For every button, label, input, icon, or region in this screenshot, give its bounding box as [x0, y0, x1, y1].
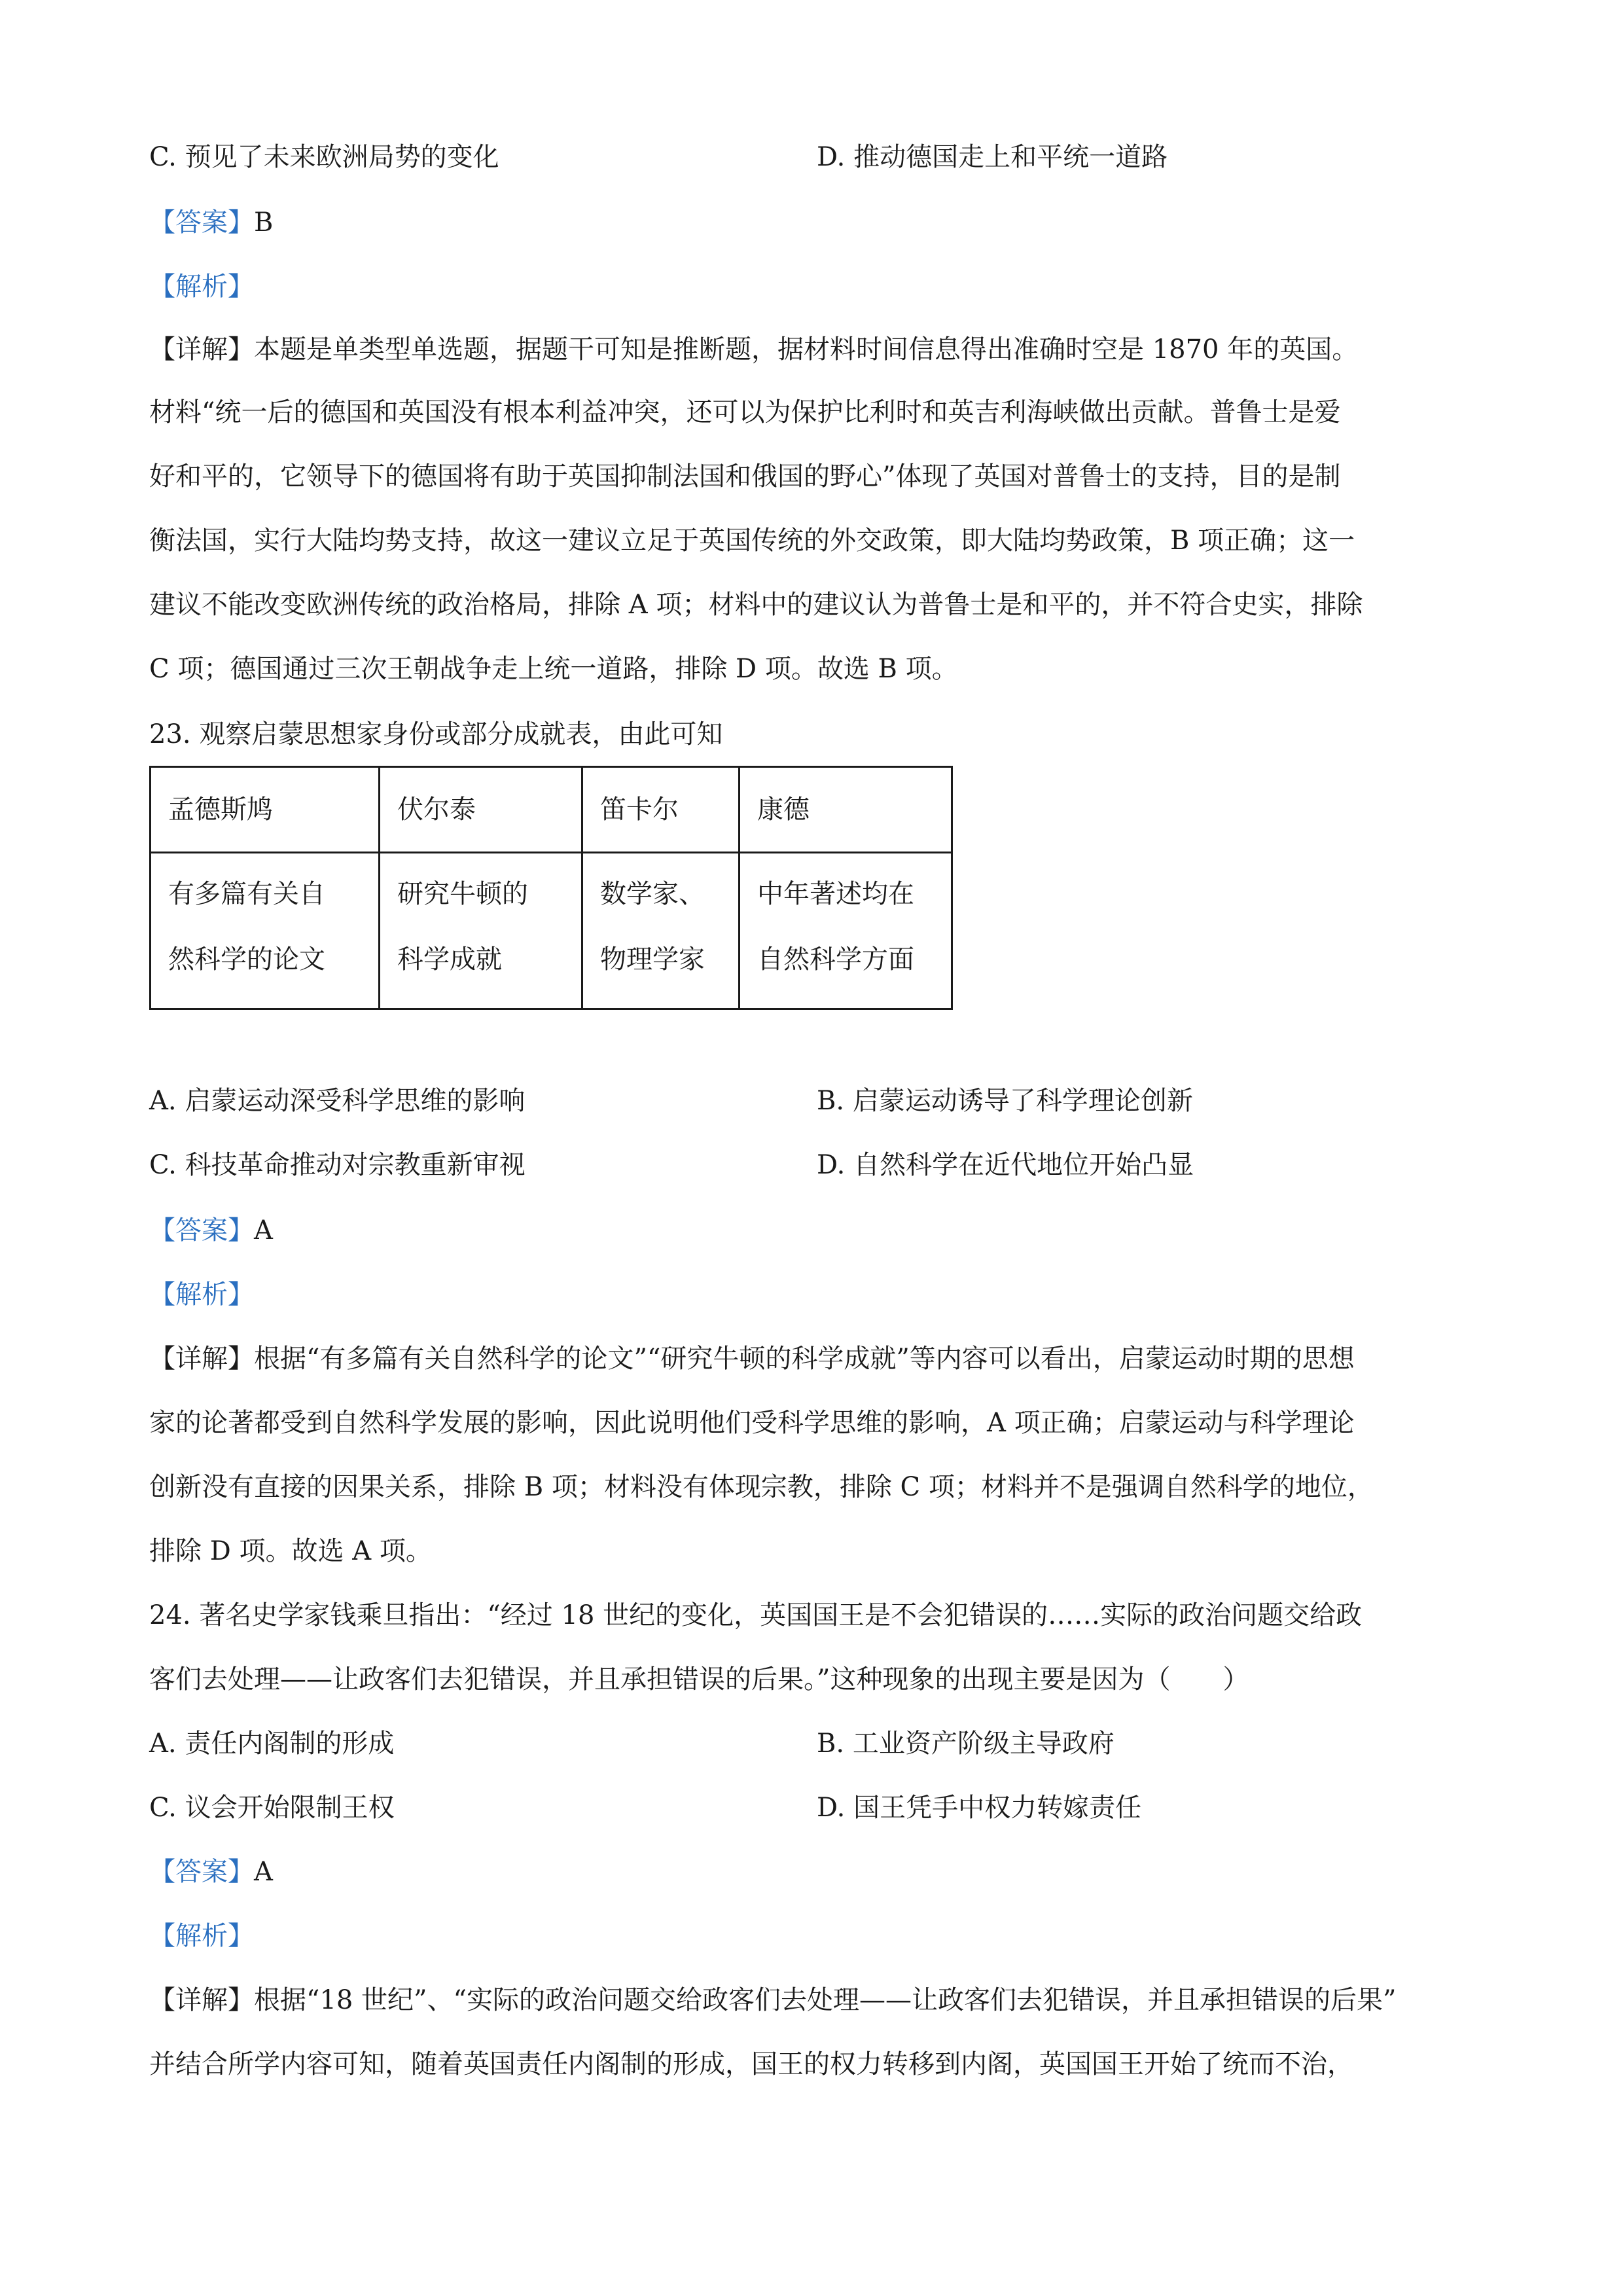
q22-detail-line-1 — [149, 331, 1358, 368]
table-header-row — [151, 767, 952, 853]
cell-line: 自然科学方面 — [757, 944, 914, 975]
answer-tag: 【答案】 — [149, 207, 254, 238]
detail-text: 根据“有多篇有关自然科学的论文”“研究牛顿的科学成就”等内容可以看出，启蒙运动时期的思想 — [254, 1344, 1355, 1374]
answer-value: A — [254, 1215, 273, 1246]
q22-option-d: D. 推动德国走上和平统一道路 — [817, 142, 1168, 172]
q24-answer — [149, 1854, 273, 1890]
q23-detail-line-4: 排除 D 项。故选 A 项。 — [149, 1536, 432, 1566]
q23-detail-line-2: 家的论著都受到自然科学发展的影响，因此说明他们受科学思维的影响，A 项正确；启蒙运动与科学理论 — [149, 1408, 1355, 1438]
q22-detail-line-3: 好和平的，它领导下的德国将有助于英国抑制法国和俄国的野心”体现了英国对普鲁士的支持，目的是制 — [149, 461, 1341, 492]
q23-stem: 23. 观察启蒙思想家身份或部分成就表，由此可知 — [149, 719, 723, 749]
detail-tag: 【详解】 — [149, 334, 254, 365]
q22-answer — [149, 204, 273, 241]
cell-line: 研究牛顿的 — [397, 879, 528, 909]
table-header-cell: 康德 — [740, 767, 952, 853]
q24-analysis-tag: 【解析】 — [149, 1921, 254, 1951]
q23-option-b: B. 启蒙运动诱导了科学理论创新 — [817, 1086, 1193, 1116]
q24-option-b: B. 工业资产阶级主导政府 — [817, 1729, 1115, 1759]
cell-line: 物理学家 — [600, 944, 705, 975]
answer-value: B — [254, 207, 274, 238]
q24-detail-line-2: 并结合所学内容可知，随着英国责任内阁制的形成，国王的权力转移到内阁，英国国王开始了统而不治， — [149, 2049, 1353, 2079]
q24-stem-line-1: 24. 著名史学家钱乘旦指出：“经过 18 世纪的变化，英国国王是不会犯错误的……实际的政治问题交给政 — [149, 1600, 1363, 1630]
q24-option-a: A. 责任内阁制的形成 — [149, 1729, 395, 1759]
cell-line: 中年著述均在 — [757, 879, 914, 909]
q23-option-a: A. 启蒙运动深受科学思维的影响 — [149, 1086, 526, 1116]
table-cell — [740, 853, 952, 1009]
detail-tag: 【详解】 — [149, 1985, 254, 2015]
table-cell — [380, 853, 582, 1009]
cell-line: 有多篇有关自 — [168, 879, 325, 909]
q24-detail-line-1 — [149, 1982, 1396, 2018]
q23-answer — [149, 1212, 273, 1249]
q24-stem-line-2: 客们去处理——让政客们去犯错误，并且承担错误的后果。”这种现象的出现主要是因为（ ） — [149, 1664, 1249, 1695]
answer-value: A — [254, 1857, 273, 1887]
enlightenment-table — [149, 766, 953, 1010]
detail-tag: 【详解】 — [149, 1344, 254, 1374]
q23-detail-line-1 — [149, 1340, 1355, 1377]
q23-option-c: C. 科技革命推动对宗教重新审视 — [149, 1150, 526, 1180]
table-header-cell: 伏尔泰 — [380, 767, 582, 853]
q22-detail-line-5: 建议不能改变欧洲传统的政治格局，排除 A 项；材料中的建议认为普鲁士是和平的，并不符合史实，排除 — [149, 590, 1363, 620]
answer-tag: 【答案】 — [149, 1215, 254, 1246]
q22-detail-line-4: 衡法国，实行大陆均势支持，故这一建议立足于英国传统的外交政策，即大陆均势政策，B 项正确；这一 — [149, 526, 1355, 556]
table-cell — [151, 853, 380, 1009]
answer-tag: 【答案】 — [149, 1857, 254, 1887]
q22-option-c: C. 预见了未来欧洲局势的变化 — [149, 142, 499, 172]
cell-line: 数学家、 — [600, 879, 705, 909]
q23-detail-line-3: 创新没有直接的因果关系，排除 B 项；材料没有体现宗教，排除 C 项；材料并不是强调自然科学的地位， — [149, 1472, 1374, 1502]
table-header-cell: 笛卡尔 — [582, 767, 740, 853]
q24-option-c: C. 议会开始限制王权 — [149, 1793, 395, 1823]
cell-line: 科学成就 — [397, 944, 502, 975]
detail-text: 根据“18 世纪”、“实际的政治问题交给政客们去处理——让政客们去犯错误，并且承担错误的后果” — [254, 1985, 1397, 2015]
q22-analysis-tag: 【解析】 — [149, 272, 254, 302]
q22-detail-line-6: C 项；德国通过三次王朝战争走上统一道路，排除 D 项。故选 B 项。 — [149, 654, 958, 684]
table-cell — [582, 853, 740, 1009]
detail-text: 本题是单类型单选题，据题干可知是推断题，据材料时间信息得出准确时空是 1870 年的英国。 — [254, 334, 1359, 365]
table-header-cell: 孟德斯鸠 — [151, 767, 380, 853]
q24-option-d: D. 国王凭手中权力转嫁责任 — [817, 1793, 1142, 1823]
cell-line: 然科学的论文 — [168, 944, 325, 975]
q22-detail-line-2: 材料“统一后的德国和英国没有根本利益冲突，还可以为保护比利时和英吉利海峡做出贡献。普鲁士是爱 — [149, 397, 1341, 427]
q23-option-d: D. 自然科学在近代地位开始凸显 — [817, 1150, 1194, 1180]
table-row — [151, 853, 952, 1009]
q23-analysis-tag: 【解析】 — [149, 1280, 254, 1310]
